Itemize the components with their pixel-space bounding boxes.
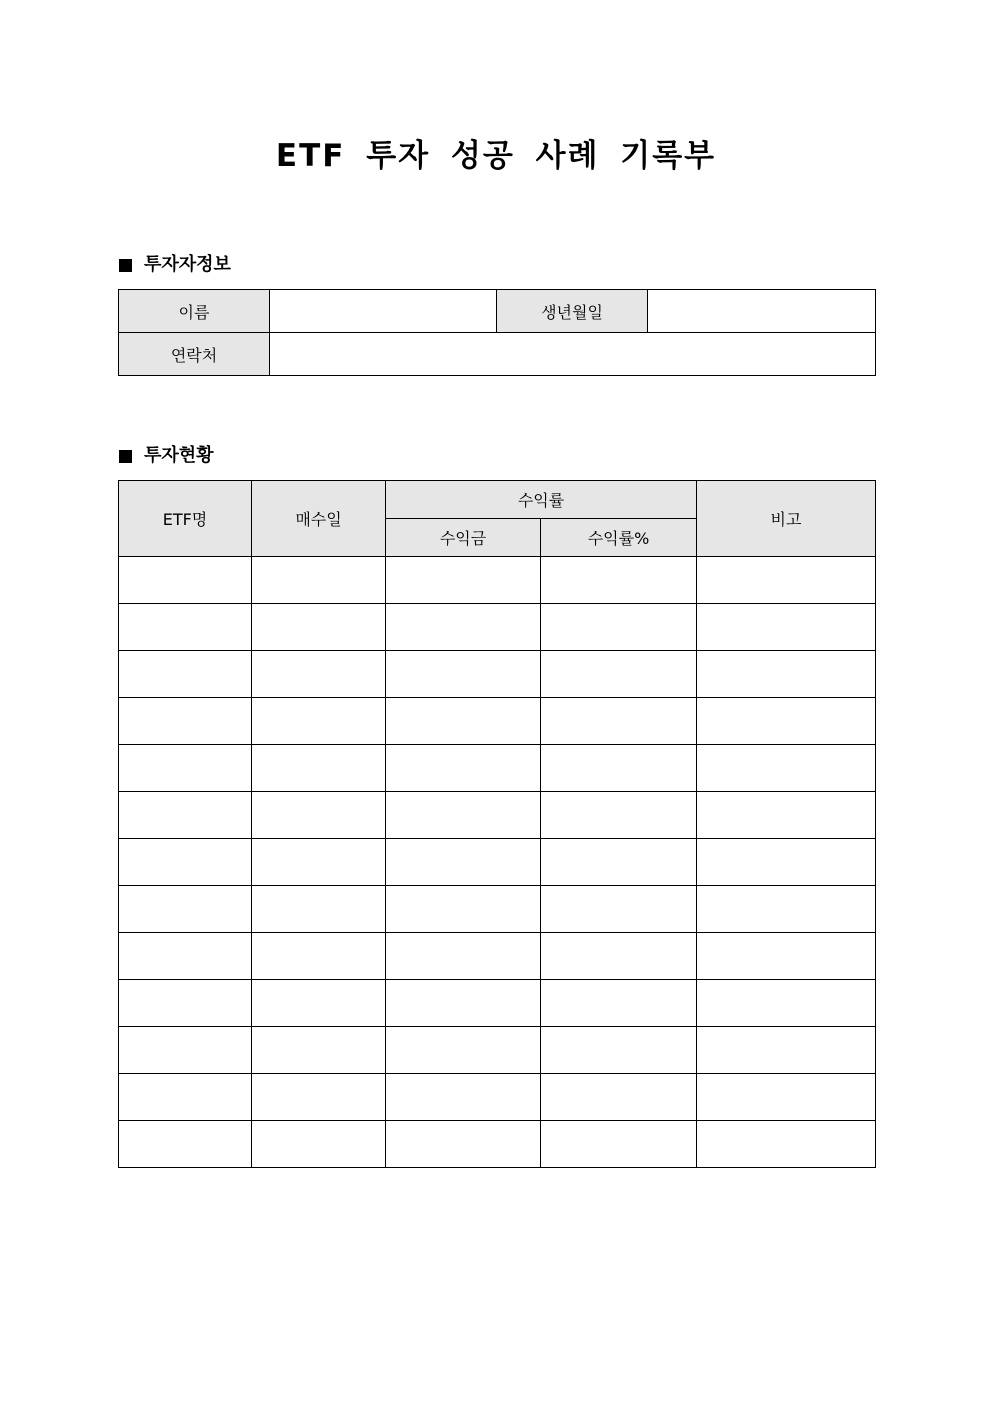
etf-name-cell[interactable] (119, 745, 252, 792)
buy-date-cell[interactable] (252, 933, 386, 980)
investor-info-heading-label: 투자자정보 (144, 254, 231, 275)
investor-info-heading (119, 254, 231, 276)
etf-name-cell[interactable] (119, 1027, 252, 1074)
return-pct-cell[interactable] (541, 980, 697, 1027)
return-pct-cell[interactable] (541, 1027, 697, 1074)
table-row (119, 698, 876, 745)
return-pct-cell[interactable] (541, 839, 697, 886)
note-cell[interactable] (697, 933, 876, 980)
etf-name-cell[interactable] (119, 651, 252, 698)
note-cell[interactable] (697, 698, 876, 745)
buy-date-cell[interactable] (252, 604, 386, 651)
etf-name-cell[interactable] (119, 980, 252, 1027)
note-cell[interactable] (697, 651, 876, 698)
table-row (119, 745, 876, 792)
etf-name-cell[interactable] (119, 933, 252, 980)
note-cell[interactable] (697, 839, 876, 886)
col-profit: 수익금 (386, 519, 541, 557)
profit-cell[interactable] (386, 792, 541, 839)
profit-cell[interactable] (386, 933, 541, 980)
holdings-table (118, 480, 876, 1168)
buy-date-cell[interactable] (252, 839, 386, 886)
buy-date-cell[interactable] (252, 557, 386, 604)
square-bullet-icon (119, 450, 132, 463)
return-pct-cell[interactable] (541, 1074, 697, 1121)
note-cell[interactable] (697, 886, 876, 933)
return-pct-cell[interactable] (541, 651, 697, 698)
table-row (119, 792, 876, 839)
name-field[interactable] (270, 290, 497, 333)
holdings-body (119, 557, 876, 1168)
table-row (119, 839, 876, 886)
contact-field[interactable] (270, 333, 876, 376)
name-label: 이름 (119, 290, 270, 333)
return-pct-cell[interactable] (541, 698, 697, 745)
return-pct-cell[interactable] (541, 792, 697, 839)
note-cell[interactable] (697, 745, 876, 792)
profit-cell[interactable] (386, 604, 541, 651)
buy-date-cell[interactable] (252, 980, 386, 1027)
col-note: 비고 (697, 481, 876, 557)
etf-name-cell[interactable] (119, 886, 252, 933)
etf-name-cell[interactable] (119, 557, 252, 604)
table-row (119, 604, 876, 651)
page-title: ETF 투자 성공 사례 기록부 (275, 138, 717, 174)
table-row (119, 980, 876, 1027)
buy-date-cell[interactable] (252, 1027, 386, 1074)
profit-cell[interactable] (386, 839, 541, 886)
holdings-heading (119, 445, 214, 467)
return-pct-cell[interactable] (541, 886, 697, 933)
table-row (119, 933, 876, 980)
return-pct-cell[interactable] (541, 933, 697, 980)
note-cell[interactable] (697, 792, 876, 839)
note-cell[interactable] (697, 1121, 876, 1168)
profit-cell[interactable] (386, 745, 541, 792)
etf-name-cell[interactable] (119, 604, 252, 651)
profit-cell[interactable] (386, 651, 541, 698)
investor-info-table (118, 289, 876, 376)
birth-date-label: 생년월일 (497, 290, 648, 333)
buy-date-cell[interactable] (252, 745, 386, 792)
buy-date-cell[interactable] (252, 792, 386, 839)
birth-date-field[interactable] (648, 290, 876, 333)
profit-cell[interactable] (386, 1074, 541, 1121)
col-buy-date: 매수일 (252, 481, 386, 557)
table-row (119, 886, 876, 933)
table-row (119, 1027, 876, 1074)
info-row-contact (119, 333, 876, 376)
return-pct-cell[interactable] (541, 745, 697, 792)
note-cell[interactable] (697, 557, 876, 604)
col-etf-name: ETF명 (119, 481, 252, 557)
holdings-header-row (119, 481, 876, 519)
table-row (119, 1121, 876, 1168)
profit-cell[interactable] (386, 1027, 541, 1074)
etf-name-cell[interactable] (119, 792, 252, 839)
etf-name-cell[interactable] (119, 1121, 252, 1168)
return-pct-cell[interactable] (541, 604, 697, 651)
holdings-heading-label: 투자현황 (144, 445, 214, 466)
profit-cell[interactable] (386, 980, 541, 1027)
etf-name-cell[interactable] (119, 698, 252, 745)
buy-date-cell[interactable] (252, 1074, 386, 1121)
etf-name-cell[interactable] (119, 839, 252, 886)
profit-cell[interactable] (386, 698, 541, 745)
info-row-name (119, 290, 876, 333)
buy-date-cell[interactable] (252, 886, 386, 933)
return-pct-cell[interactable] (541, 1121, 697, 1168)
profit-cell[interactable] (386, 886, 541, 933)
note-cell[interactable] (697, 980, 876, 1027)
contact-label: 연락처 (119, 333, 270, 376)
profit-cell[interactable] (386, 1121, 541, 1168)
table-row (119, 1074, 876, 1121)
note-cell[interactable] (697, 1027, 876, 1074)
etf-name-cell[interactable] (119, 1074, 252, 1121)
note-cell[interactable] (697, 604, 876, 651)
buy-date-cell[interactable] (252, 651, 386, 698)
buy-date-cell[interactable] (252, 698, 386, 745)
profit-cell[interactable] (386, 557, 541, 604)
square-bullet-icon (119, 259, 132, 272)
buy-date-cell[interactable] (252, 1121, 386, 1168)
col-return-group: 수익률 (386, 481, 697, 519)
return-pct-cell[interactable] (541, 557, 697, 604)
note-cell[interactable] (697, 1074, 876, 1121)
table-row (119, 557, 876, 604)
col-return-pct: 수익률% (541, 519, 697, 557)
table-row (119, 651, 876, 698)
